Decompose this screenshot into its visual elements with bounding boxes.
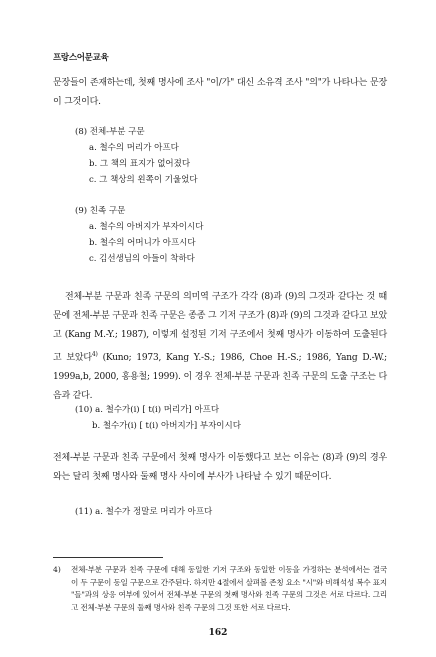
example-10-b: b. 철수가(i) [ t(i) 아버지가] 부자이시다 [92, 421, 241, 431]
example-9-heading: (9) 친족 구문 [75, 206, 126, 216]
example-11 [75, 504, 212, 520]
body-1-text-a: 전체-부분 구문과 친족 구문의 의미역 구조가 각각 (8)과 (9)의 그것과 같다는 것 때문에 전체-부분 구문과 친족 구문은 종종 그 기저 구조가 (8)과 (9)의 그것과 같다고 보았고 (Kang M.-Y.; 1987), 이렇게 설정된 기저 구조에서 첫째 명사가 이동하여 도출된다고 보았다 [53, 292, 387, 363]
intro-paragraph: 문장들이 존재하는데, 첫째 명사에 조사 "이/가" 대신 소유격 조사 "의"가 나타나는 문장이 그것이다. [53, 78, 387, 107]
footnote-number: 4) [53, 565, 61, 574]
example-11-a: (11) a. 철수가 정말로 머리가 아프다 [75, 507, 213, 517]
example-8-c: c. 그 책상의 왼쪽이 기울었다 [89, 175, 198, 185]
footnote-divider [53, 557, 163, 558]
footnote [53, 564, 387, 614]
running-header: 프랑스어문교육 [53, 53, 109, 63]
example-8-b: b. 그 책의 표지가 없어졌다 [89, 159, 191, 169]
example-10 [75, 402, 241, 434]
example-9-c: c. 김선생님의 아들이 착하다 [89, 254, 195, 264]
example-9 [75, 203, 203, 267]
example-8 [75, 124, 198, 188]
footnote-text: 전체-부분 구문과 친족 구문에 대해 동일한 기저 구조와 동일한 이동을 가정하는 분석에서는 결국 이 두 구문이 동일 구문으로 간주된다. 하지만 4절에서 살펴볼 존칭 요소 "시"와 비해석성 복수 표지 "들"과의 상응 여부에 있어서 전체-부분 구문의 첫째 명사와 친족 구문의 그것은 서로 다르다. 그리고 전체-부분 구문의 둘째 명사와 친족 구문의 그것 또한 서로 다르다. [71, 565, 387, 612]
example-8-a: a. 철수의 머리가 아프다 [89, 143, 179, 153]
footnote-ref: 4) [91, 351, 98, 358]
example-10-a: (10) a. 철수가(i) [ t(i) 머리가] 아프다 [75, 405, 220, 415]
example-9-b: b. 철수의 어머니가 아프시다 [89, 238, 196, 248]
body-paragraph-2: 전체-부분 구문과 친족 구문에서 첫째 명사가 이동했다고 보는 이유는 (8)과 (9)의 경우와는 달리 첫째 명사와 둘째 명사 사이에 부사가 나타날 수 있기 때문이다. [53, 453, 387, 482]
body-1-text-b: (Kuno; 1973, Kang Y.-S.; 1986, Choe H.-S.; 1986, Yang D.-W.; 1999a,b, 2000, 홍용철; 1999). 이 경우 전체-부분 구문과 친족 구문의 도출 구조는 다음과 같다. [53, 353, 387, 401]
page-number: 162 [208, 628, 228, 638]
example-8-heading: (8) 전체-부분 구문 [75, 127, 145, 137]
example-9-a: a. 철수의 아버지가 부자이시다 [89, 222, 204, 232]
body-paragraph-1 [53, 288, 387, 406]
